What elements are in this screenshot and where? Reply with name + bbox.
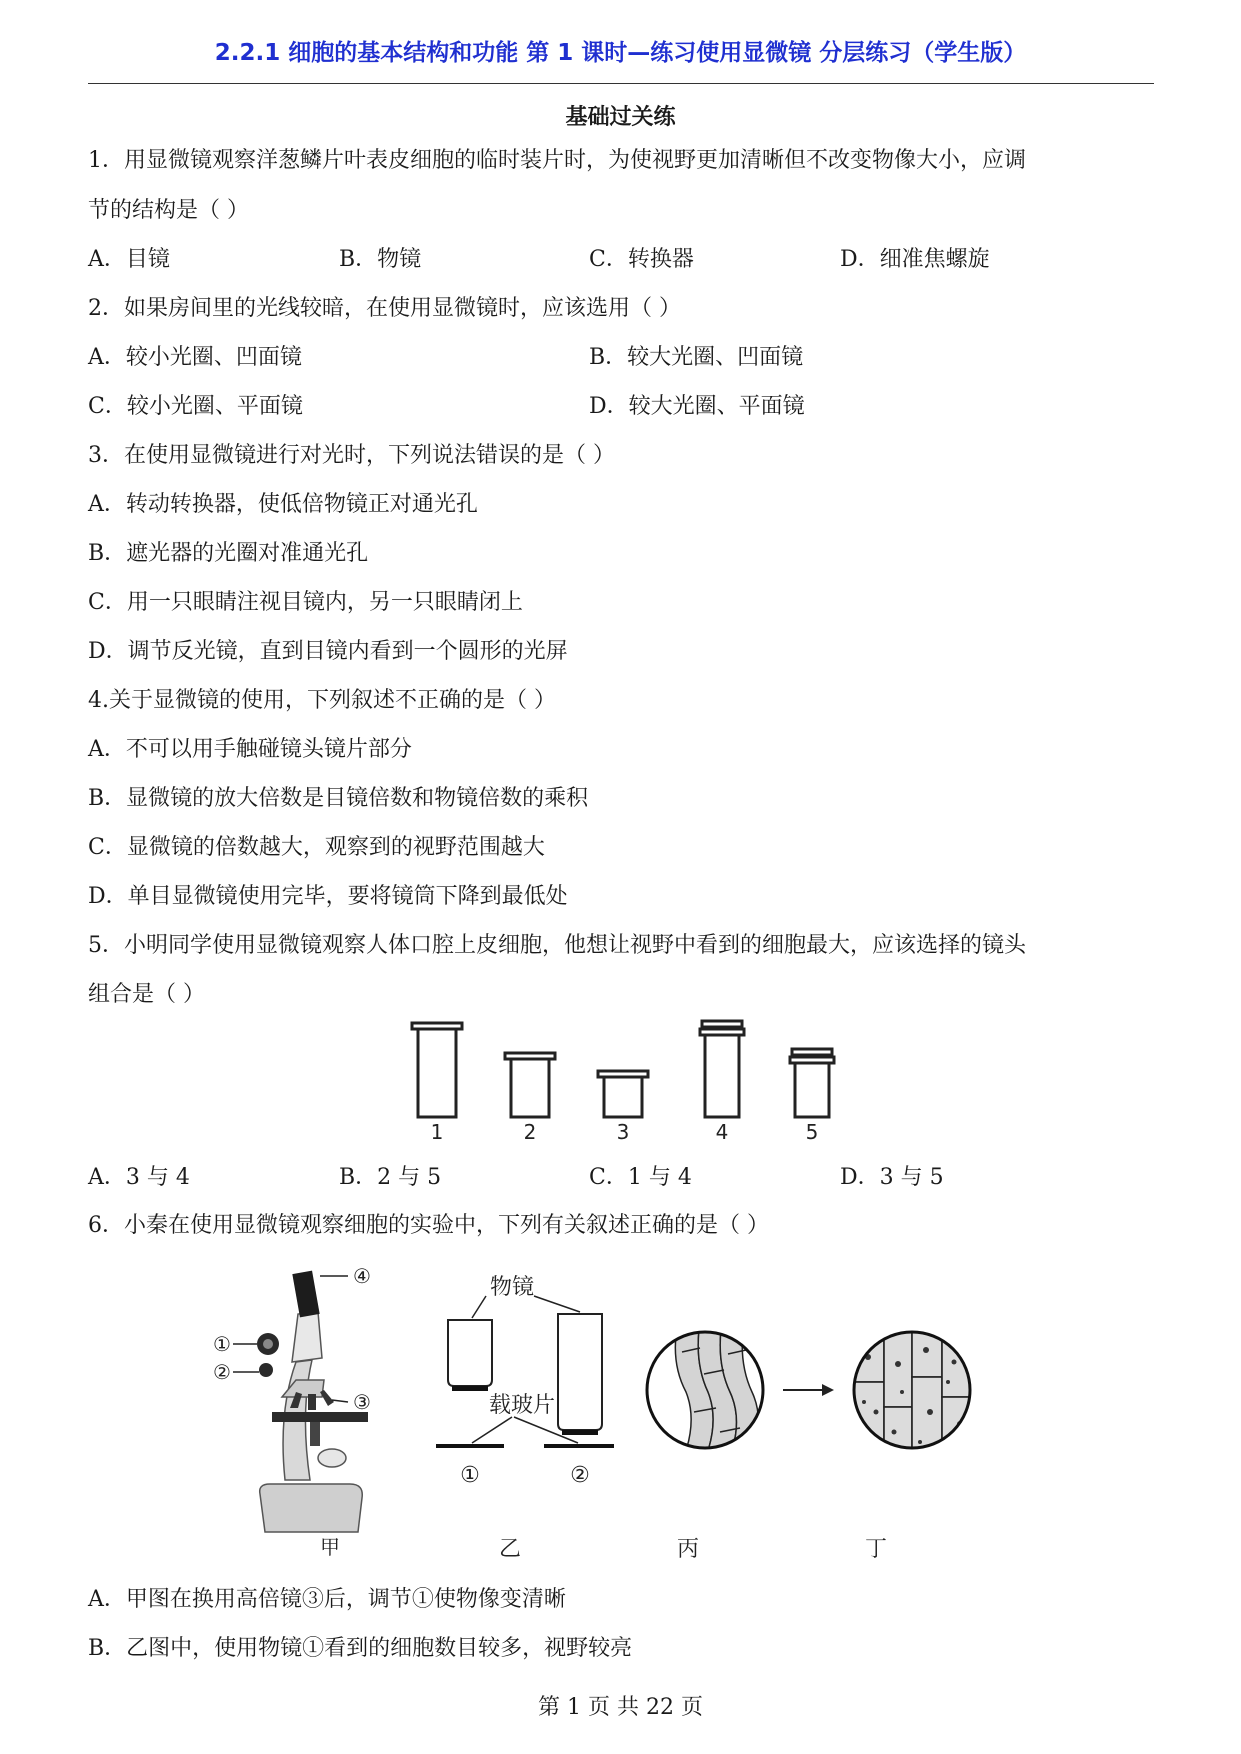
lens-5: [790, 1049, 834, 1117]
fig-label-jia: 甲: [320, 1535, 340, 1559]
microscope-figure: [200, 1262, 1080, 1562]
callout-1: ①: [213, 1332, 231, 1356]
arrow-bing-to-ding: [783, 1384, 834, 1396]
q3-option-c: C．用一只眼睛注视目镜内，另一只眼睛闭上: [88, 590, 523, 615]
q3-option-a: A．转动转换器，使低倍物镜正对通光孔: [88, 492, 478, 517]
field-of-view-bing: [647, 1322, 763, 1462]
q4-option-b: B．显微镜的放大倍数是目镜倍数和物镜倍数的乘积: [88, 786, 589, 811]
lens-label-2: 2: [523, 1120, 537, 1144]
document-header-title: 2.2.1 细胞的基本结构和功能 第 1 课时—练习使用显微镜 分层练习（学生版）: [214, 40, 1027, 66]
fig-label-bing: 丙: [676, 1537, 700, 1562]
q1-option-c: C．转换器: [589, 247, 694, 272]
q5-option-c: C．1 与 4: [589, 1165, 692, 1190]
q6-stem: 6．小秦在使用显微镜观察细胞的实验中，下列有关叙述正确的是（ ）: [88, 1213, 769, 1238]
q5-option-a: A．3 与 4: [88, 1165, 190, 1190]
q1-stem-line2: 节的结构是（ ）: [88, 198, 249, 223]
objective-label: 物镜: [489, 1275, 535, 1300]
q2-option-b: B．较大光圈、凹面镜: [589, 345, 804, 370]
page-footer: 第 1 页 共 22 页: [538, 1695, 703, 1720]
q4-stem: 4.关于显微镜的使用，下列叙述不正确的是（ ）: [88, 688, 556, 713]
q5-stem-line1: 5．小明同学使用显微镜观察人体口腔上皮细胞，他想让视野中看到的细胞最大，应该选择的镜头: [88, 933, 1027, 958]
q5-option-d: D．3 与 5: [840, 1165, 944, 1190]
lens-label-1: 1: [430, 1120, 444, 1144]
objective-slide-yi: [436, 1296, 614, 1446]
q2-option-a: A．较小光圈、凹面镜: [88, 345, 302, 370]
q2-option-d: D．较大光圈、平面镜: [589, 394, 805, 419]
lens-figure: [400, 1015, 880, 1145]
microscope-jia: [257, 1271, 368, 1532]
q1-option-d: D．细准焦螺旋: [840, 247, 990, 272]
q1-option-a: A．目镜: [88, 247, 170, 272]
slide-label: 载玻片: [488, 1393, 556, 1418]
lens-label-3: 3: [616, 1120, 630, 1144]
q4-option-d: D．单目显微镜使用完毕，要将镜筒下降到最低处: [88, 884, 568, 909]
fig-label-yi: 乙: [498, 1537, 522, 1562]
q4-option-a: A．不可以用手触碰镜头镜片部分: [88, 737, 412, 762]
q6-option-a: A．甲图在换用高倍镜③后，调节①使物像变清晰: [88, 1587, 566, 1612]
q4-option-c: C．显微镜的倍数越大，观察到的视野范围越大: [88, 835, 545, 860]
q1-stem-line1: 1．用显微镜观察洋葱鳞片叶表皮细胞的临时装片时，为使视野更加清晰但不改变物像大小，应调: [88, 148, 1027, 173]
q3-option-d: D．调节反光镜，直到目镜内看到一个圆形的光屏: [88, 639, 568, 664]
q6-option-b: B．乙图中，使用物镜①看到的细胞数目较多，视野较亮: [88, 1636, 633, 1661]
field-of-view-ding: [854, 1322, 972, 1462]
yi-label-1: ①: [460, 1463, 480, 1488]
q3-stem: 3．在使用显微镜进行对光时，下列说法错误的是（ ）: [88, 443, 615, 468]
q5-stem-line2: 组合是（ ）: [88, 982, 205, 1007]
q5-option-b: B．2 与 5: [339, 1165, 442, 1190]
lens-label-5: 5: [805, 1120, 819, 1144]
callout-2: ②: [213, 1360, 231, 1384]
q2-stem: 2．如果房间里的光线较暗，在使用显微镜时，应该选用（ ）: [88, 296, 681, 321]
q2-option-c: C．较小光圈、平面镜: [88, 394, 303, 419]
q3-option-b: B．遮光器的光圈对准通光孔: [88, 541, 369, 566]
header-divider: [88, 83, 1154, 84]
section-title: 基础过关练: [565, 105, 676, 130]
yi-label-2: ②: [570, 1463, 590, 1488]
callout-4: ④: [353, 1264, 371, 1288]
lens-3: [598, 1071, 648, 1117]
lens-label-4: 4: [715, 1120, 729, 1144]
lens-4: [700, 1021, 744, 1117]
fig-label-ding: 丁: [864, 1537, 888, 1562]
lens-1: [412, 1023, 462, 1117]
callout-3: ③: [353, 1390, 371, 1414]
q1-option-b: B．物镜: [339, 247, 422, 272]
lens-2: [505, 1053, 555, 1117]
